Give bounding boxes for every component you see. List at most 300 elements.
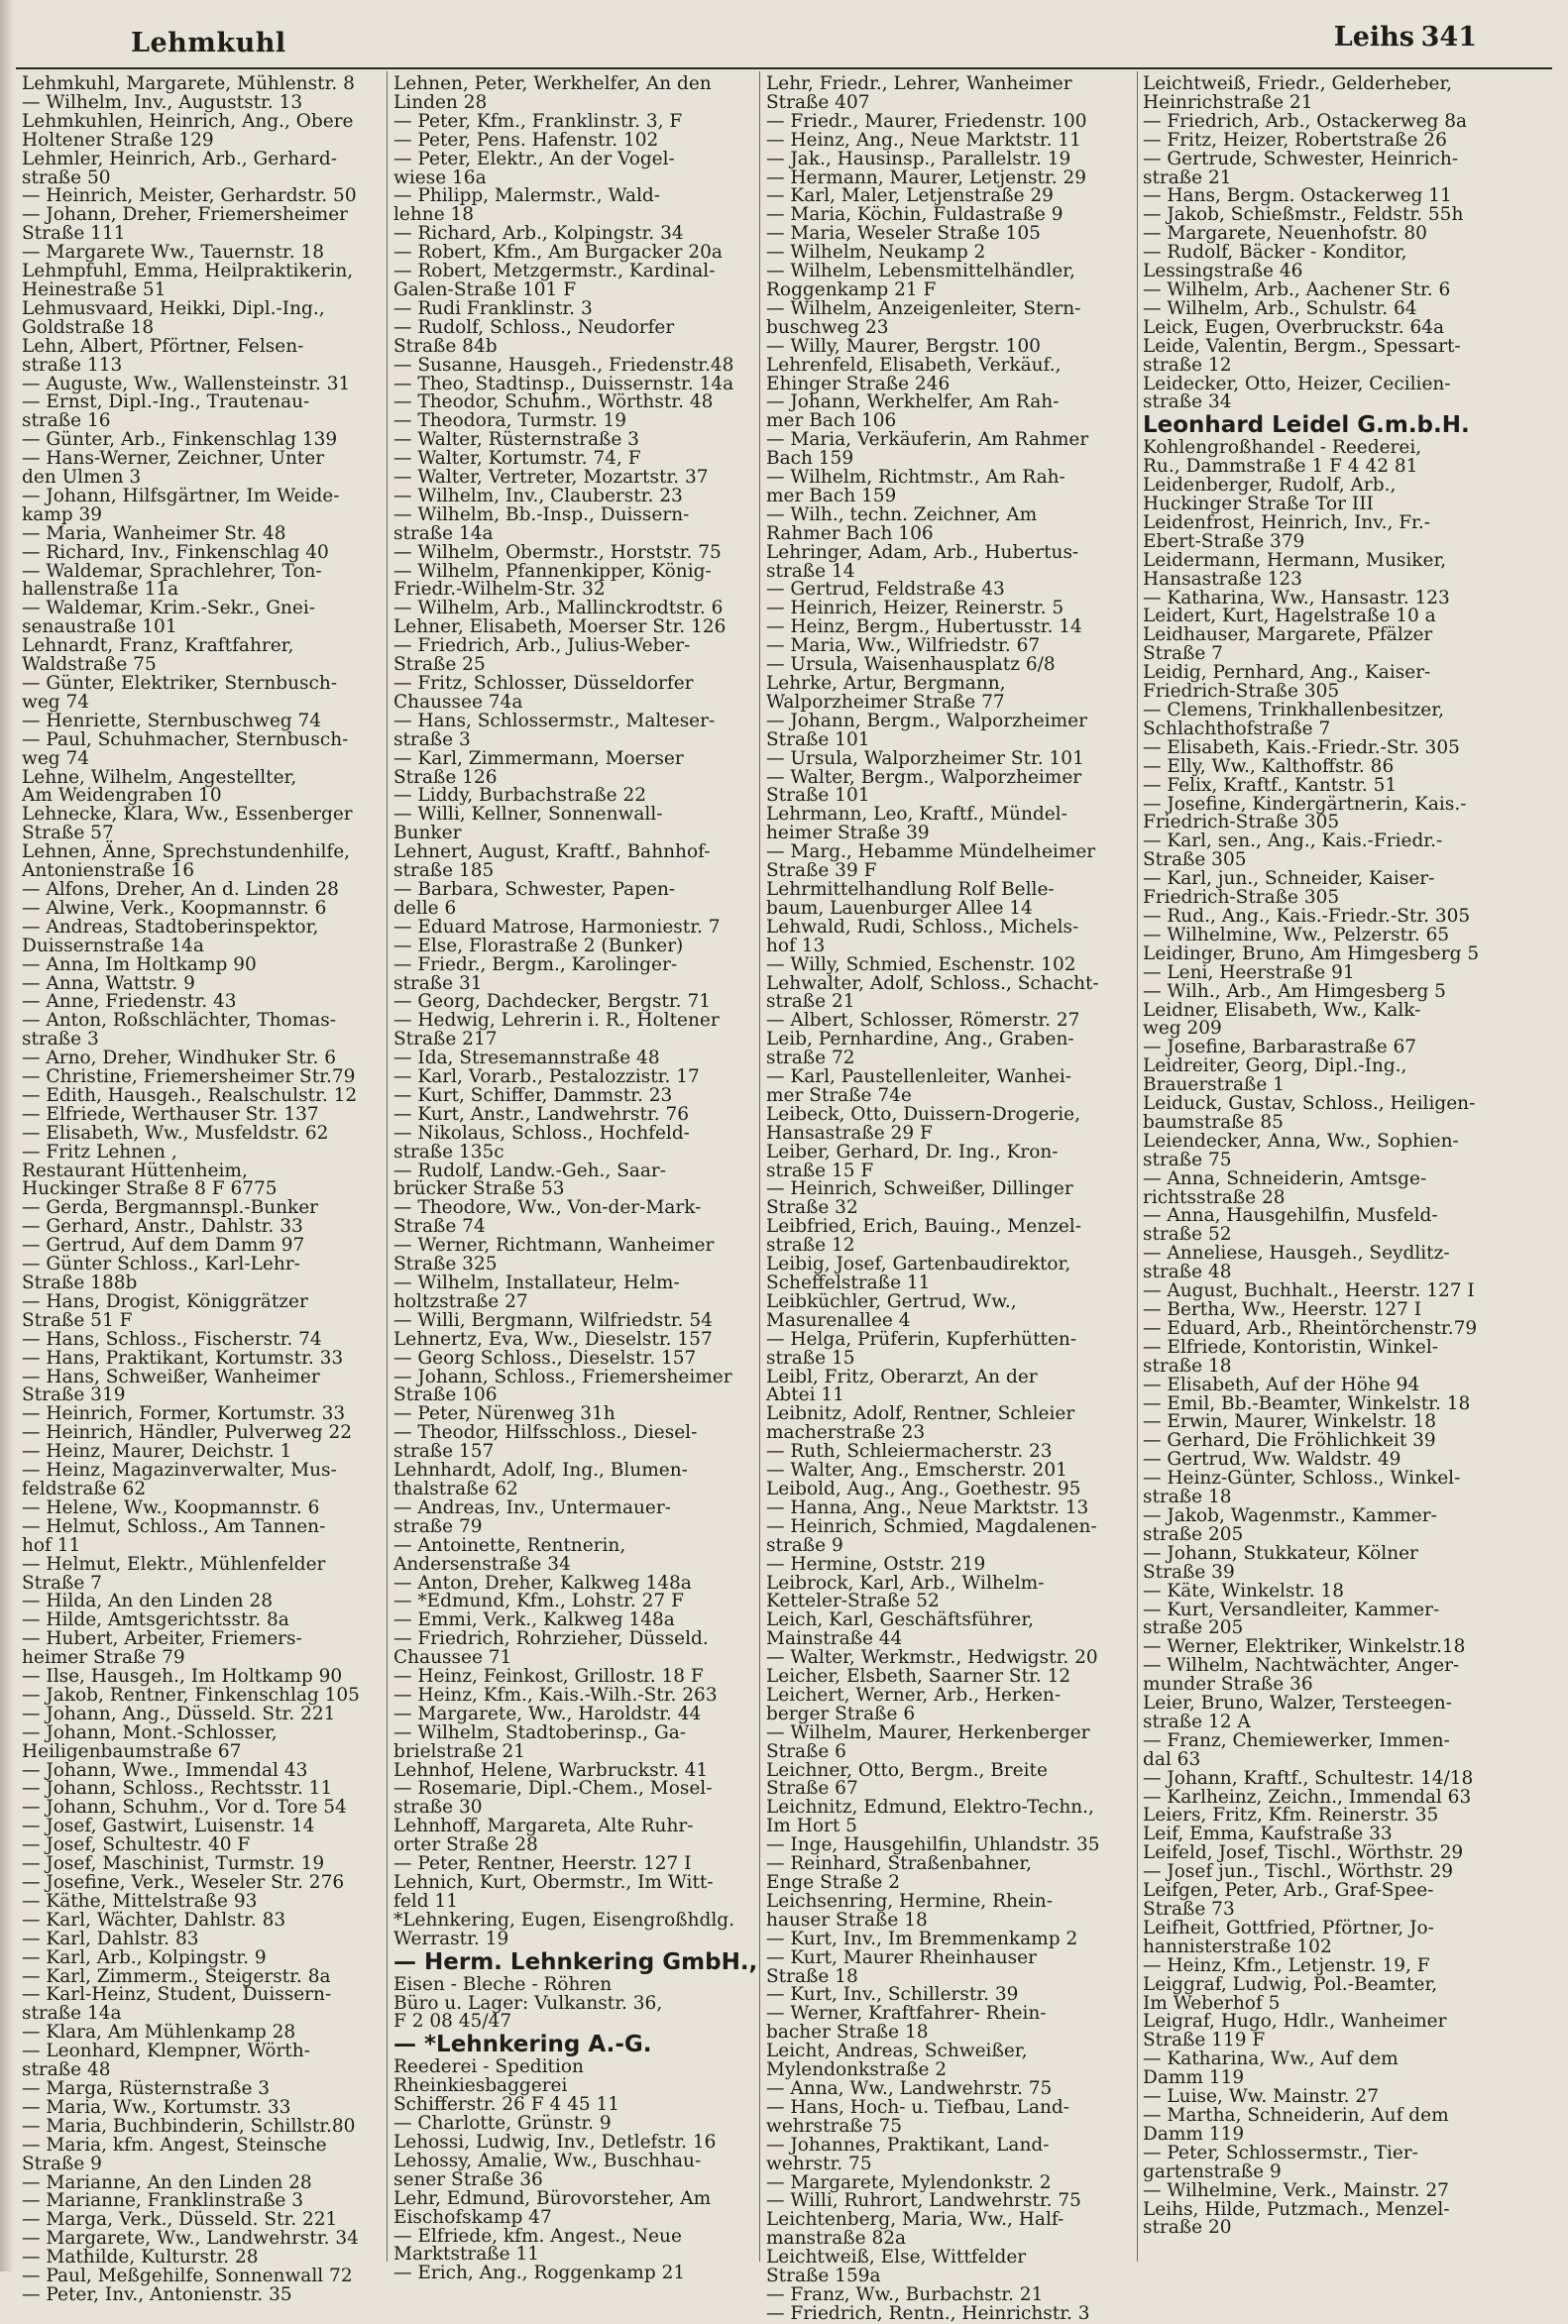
directory-entry-line: straße 48 [22, 2059, 111, 2081]
directory-entry-line: — Peter, Kfm., Franklinstr. 3, F [393, 110, 683, 132]
directory-entry-line: wehrstraße 75 [766, 2115, 903, 2137]
directory-entry-line: — Hans, Praktikant, Kortumstr. 33 [22, 1347, 344, 1369]
directory-entry-line: Damm 119 [1143, 2123, 1245, 2145]
directory-entry-line: — Jakob, Schießmstr., Feldstr. 55h [1143, 204, 1464, 226]
directory-entry-line: — Wilhelm, Maurer, Herkenberger [766, 1721, 1090, 1743]
directory-entry-line: straße 185 [393, 860, 495, 882]
directory-entry-line: Lehmkuhlen, Heinrich, Ang., Obere [22, 110, 354, 132]
directory-entry-line: Ketteler-Straße 52 [766, 1591, 940, 1612]
directory-entry-line: — Heinrich, Schweißer, Dillinger [766, 1178, 1073, 1200]
directory-entry-line: — Felix, Kraftf., Kantstr. 51 [1143, 774, 1398, 796]
directory-entry-line: Leib, Pernhardine, Ang., Graben- [766, 1029, 1074, 1051]
directory-entry-line: — Philipp, Malermstr., Wald- [393, 185, 660, 207]
directory-entry-line: — Franz, Chemiewerker, Immen- [1143, 1729, 1450, 1751]
directory-entry-line: Büro u. Lager: Vulkanstr. 36, [393, 1992, 663, 2014]
directory-entry-line: Heiligenbaumstraße 67 [22, 1740, 242, 1762]
directory-entry-line: Straße 9 [22, 2153, 102, 2174]
directory-entry-line: Leidermann, Hermann, Musiker, [1143, 549, 1447, 571]
directory-entry-line: — Willi, Kellner, Sonnenwall- [393, 804, 663, 826]
directory-entry-line: Straße 51 F [22, 1309, 133, 1331]
directory-entry-line: — Anneliese, Hausgeh., Seydlitz- [1143, 1243, 1450, 1265]
directory-entry-line: — Walter, Vertreter, Mozartstr. 37 [393, 467, 709, 489]
directory-entry-line: — Johann, Stukkateur, Kölner [1143, 1542, 1418, 1564]
directory-entry-line: — Else, Florastraße 2 (Bunker) [393, 935, 684, 956]
directory-entry-line: — Kurt, Inv., Im Bremmenkamp 2 [766, 1928, 1078, 1949]
directory-entry-line: — Elisabeth, Kais.-Friedr.-Str. 305 [1143, 736, 1460, 758]
directory-entry-line: — Waldemar, Krim.-Sekr., Gnei- [22, 598, 316, 619]
directory-entry-line: hauser Straße 18 [766, 1909, 928, 1931]
directory-entry-line: — Karl, Wächter, Dahlstr. 83 [22, 1909, 286, 1931]
directory-entry-line: — Emil, Bb.-Beamter, Winkelstr. 18 [1143, 1392, 1471, 1414]
directory-entry-line: Leier, Bruno, Walzer, Tersteegen- [1143, 1693, 1452, 1715]
directory-entry-line: Lehn, Albert, Pförtner, Felsen- [22, 335, 304, 357]
directory-entry-line: — Heinz, Kfm., Kais.-Wilh.-Str. 263 [393, 1684, 718, 1706]
directory-entry-line: Masurenallee 4 [766, 1309, 911, 1331]
directory-entry-line: — Theodore, Ww., Von-der-Mark- [393, 1197, 702, 1219]
directory-entry-line: mer Straße 74e [766, 1084, 912, 1106]
directory-entry-line: Ru., Dammstraße 1 F 4 42 81 [1143, 456, 1418, 478]
directory-entry-line: — Hermine, Oststr. 219 [766, 1553, 986, 1575]
directory-entry-line: — Elisabeth, Ww., Musfeldstr. 62 [22, 1122, 329, 1144]
directory-entry-line: Rahmer Bach 106 [766, 522, 934, 544]
directory-entry-line: — Heinrich, Händler, Pulverweg 22 [22, 1422, 353, 1444]
directory-entry-line: — Fritz, Heizer, Robertstraße 26 [1143, 129, 1447, 151]
directory-entry-line: — Heinrich, Meister, Gerhardstr. 50 [22, 185, 357, 207]
directory-entry-line: — Margarete, Ww., Landwehrstr. 34 [22, 2228, 359, 2250]
directory-entry-line: — Karlheinz, Zeichn., Immendal 63 [1143, 1786, 1472, 1808]
directory-entry-line: Kohlengroßhandel - Reederei, [1143, 437, 1422, 459]
directory-entry-line: — Theodor, Hilfsschloss., Diesel- [393, 1422, 698, 1444]
directory-entry-line: heimer Straße 39 [766, 823, 930, 844]
directory-entry-line: straße 18 [1143, 1487, 1232, 1508]
directory-entry-line: Leichtweiß, Else, Wittfelder [766, 2247, 1027, 2269]
directory-entry-line: — Walter, Kortumstr. 74, F [393, 448, 641, 470]
directory-entry-line: — Ernst, Dipl.-Ing., Trautenau- [22, 391, 310, 413]
directory-entry-line: — Eduard Matrose, Harmoniestr. 7 [393, 916, 721, 938]
directory-entry-line: — Barbara, Schwester, Papen- [393, 878, 676, 900]
directory-entry-line: Leibold, Aug., Ang., Goethestr. 95 [766, 1478, 1081, 1499]
directory-entry-line: — Kurt, Anstr., Landwehrstr. 76 [393, 1103, 690, 1125]
directory-entry-line: heimer Straße 79 [22, 1647, 185, 1669]
directory-entry-line: delle 6 [393, 897, 457, 919]
directory-entry-line: — Henriette, Sternbuschweg 74 [22, 710, 322, 731]
directory-entry-line: — Katharina, Ww., Hansastr. 123 [1143, 587, 1450, 609]
directory-entry-line: — Karl, Vorarb., Pestalozzistr. 17 [393, 1066, 700, 1088]
directory-entry-line: Abtei 11 [766, 1384, 844, 1406]
directory-entry-line: — Ida, Stresemannstraße 48 [393, 1048, 660, 1069]
directory-entry-line: Leichnitz, Edmund, Elektro-Techn., [766, 1797, 1094, 1819]
directory-entry-line: weg 209 [1143, 1018, 1222, 1040]
directory-entry-line: Lehne, Wilhelm, Angestellter, [22, 766, 297, 788]
directory-entry-line: Lessingstraße 46 [1143, 261, 1303, 282]
directory-entry-line: straße 113 [22, 354, 123, 376]
directory-entry-line: — Hans, Hoch- u. Tiefbau, Land- [766, 2096, 1069, 2118]
directory-entry-line: — Heinrich, Former, Kortumstr. 33 [22, 1403, 346, 1425]
directory-entry-line: — Richard, Arb., Kolpingstr. 34 [393, 223, 684, 245]
directory-entry-line: Straße 111 [22, 223, 126, 245]
directory-entry-line: Straße 7 [1143, 643, 1223, 665]
directory-entry-line: — Wilhelm, Arb., Schulstr. 64 [1143, 297, 1417, 319]
directory-entry-line: kamp 39 [22, 503, 103, 525]
directory-entry-line: F 2 08 45/47 [393, 2011, 512, 2033]
directory-entry-line: straße 31 [393, 972, 483, 994]
directory-entry-line: — Willy, Schmied, Eschenstr. 102 [766, 953, 1076, 975]
directory-entry-line: — *Lehnkering A.-G. [393, 2032, 652, 2058]
directory-entry-line: — Anton, Roßschlächter, Thomas- [22, 1010, 336, 1032]
directory-entry-line: — Christine, Friemersheimer Str.79 [22, 1066, 356, 1088]
directory-entry-line: — Ursula, Waisenhausplatz 6/8 [766, 654, 1056, 676]
directory-entry-line: munder Straße 36 [1143, 1674, 1313, 1696]
directory-entry-line: straße 52 [1143, 1224, 1232, 1246]
directory-entry-line: Friedrich-Straße 305 [1143, 812, 1340, 833]
directory-entry-line: — Emmi, Verk., Kalkweg 148a [393, 1609, 675, 1631]
directory-entry-line: — Hubert, Arbeiter, Friemers- [22, 1628, 302, 1650]
directory-entry-line: — Günter, Arb., Finkenschlag 139 [22, 429, 338, 451]
directory-entry-line: Roggenkamp 21 F [766, 278, 937, 300]
directory-entry-line: — Karl, sen., Ang., Kais.-Friedr.- [1143, 830, 1443, 852]
directory-entry-line: Leibküchler, Gertrud, Ww., [766, 1290, 1017, 1312]
directory-entry-line: mer Bach 106 [766, 410, 897, 432]
directory-column-4 [1143, 75, 1519, 2256]
directory-entry-line: — Georg Schloss., Dieselstr. 157 [393, 1347, 697, 1369]
directory-entry-line: Mylendonkstraße 2 [766, 2059, 948, 2081]
directory-entry-line: — Heinz, Magazinverwalter, Mus- [22, 1460, 337, 1482]
directory-entry-line: — Karl, Dahlstr. 83 [22, 1928, 199, 1949]
directory-entry-line: — Arno, Dreher, Windhuker Str. 6 [22, 1048, 336, 1069]
directory-entry-line: Leiers, Fritz, Kfm. Reinerstr. 35 [1143, 1805, 1439, 1826]
directory-entry-line: straße 50 [22, 166, 111, 188]
directory-entry-line: Antonienstraße 16 [22, 860, 195, 882]
directory-entry-line: — Johann, Schloss., Rechtsstr. 11 [22, 1778, 333, 1800]
directory-entry-line: — Maria, kfm. Angest, Steinsche [22, 2134, 327, 2156]
directory-entry-line: Straße 18 [766, 1965, 858, 1987]
directory-entry-line: — Helmut, Elektr., Mühlenfelder [22, 1553, 326, 1575]
directory-entry-line: — Richard, Inv., Finkenschlag 40 [22, 541, 329, 563]
directory-entry-line: — Peter, Rentner, Heerstr. 127 I [393, 1853, 692, 1875]
directory-entry-line: straße 34 [1143, 391, 1232, 413]
directory-entry-line: straße 15 F [766, 1160, 874, 1181]
directory-entry-line: Straße 39 F [766, 860, 877, 882]
directory-entry-line: Lehringer, Adam, Arb., Hubertus- [766, 541, 1079, 563]
page-number: 341 [1420, 22, 1477, 53]
directory-entry-line: Am Weidengraben 10 [22, 785, 222, 807]
directory-entry-line: Lehnen, Änne, Sprechstundenhilfe, [22, 841, 351, 863]
directory-entry-line: hallenstraße 11a [22, 579, 179, 601]
directory-entry-line: — Maria, Verkäuferin, Am Rahmer [766, 429, 1089, 451]
directory-entry-line: — Wilhelm, Inv., Auguststr. 13 [22, 91, 303, 113]
directory-entry-line: straße 12 A [1143, 1711, 1251, 1732]
directory-entry-line: — Johann, Wwe., Immendal 43 [22, 1759, 308, 1781]
directory-entry-line: Leidig, Pernhard, Ang., Kaiser- [1143, 662, 1431, 684]
directory-entry-line: Friedrich-Straße 305 [1143, 887, 1340, 909]
directory-entry-line: — Anna, Ww., Landwehrstr. 75 [766, 2077, 1053, 2099]
directory-entry-line: dal 63 [1143, 1748, 1201, 1770]
directory-entry-line: Leibig, Josef, Gartenbaudirektor, [766, 1254, 1071, 1275]
directory-entry-line: Lehwalter, Adolf, Schloss., Schacht- [766, 972, 1099, 994]
directory-entry-line: — Josefine, Kindergärtnerin, Kais.- [1143, 793, 1467, 815]
directory-entry-line: — Hedwig, Lehrerin i. R., Holtener [393, 1010, 720, 1032]
directory-entry-line: Straße 73 [1143, 1899, 1235, 1920]
directory-entry-line: — Wilhelm, Richtmstr., Am Rah- [766, 467, 1065, 489]
directory-entry-line: straße 14a [22, 2003, 122, 2025]
directory-entry-line: — Jakob, Rentner, Finkenschlag 105 [22, 1684, 360, 1706]
directory-entry-line: Lehmkuhl, Margarete, Mühlenstr. 8 [22, 73, 355, 94]
directory-entry-line: — Wilhelm, Arb., Mallinckrodtstr. 6 [393, 598, 724, 619]
directory-entry-line: straße 3 [393, 728, 471, 750]
directory-entry-line: — Marga, Rüsternstraße 3 [22, 2077, 271, 2099]
directory-entry-line: Leichtenberg, Maria, Ww., Half- [766, 2209, 1064, 2231]
directory-entry-line: — Rudolf, Bäcker - Konditor, [1143, 242, 1407, 264]
directory-entry-line: straße 205 [1143, 1523, 1244, 1545]
directory-entry-line: — Georg, Dachdecker, Bergstr. 71 [393, 991, 711, 1013]
directory-entry-line: — Antoinette, Rentnerin, [393, 1534, 626, 1556]
directory-entry-line: gartenstraße 9 [1143, 2160, 1282, 2182]
directory-entry-line: Straße 106 [393, 1384, 498, 1406]
directory-entry-line: Straße 101 [766, 785, 870, 807]
directory-entry-line: — Erwin, Maurer, Winkelstr. 18 [1143, 1411, 1437, 1433]
directory-entry-line: — Peter, Elektr., An der Vogel- [393, 148, 675, 169]
directory-entry-line: — Gertrude, Schwester, Heinrich- [1143, 148, 1459, 169]
directory-entry-line: straße 157 [393, 1441, 495, 1463]
directory-entry-line: hannisterstraße 102 [1143, 1936, 1332, 1957]
directory-entry-line: Lehrenfeld, Elisabeth, Verkäuf., [766, 354, 1062, 376]
directory-entry-line: — Nikolaus, Schloss., Hochfeld- [393, 1122, 690, 1144]
directory-entry-line: Straße 25 [393, 654, 486, 676]
directory-entry-line: straße 12 [1143, 354, 1232, 376]
directory-entry-line: — Johann, Mont.-Schlosser, [22, 1721, 278, 1743]
directory-entry-line: Lehnecke, Klara, Ww., Essenberger [22, 804, 353, 826]
directory-entry-line: — Marianne, An den Linden 28 [22, 2171, 312, 2193]
directory-entry-line: — Peter, Inv., Antonienstr. 35 [22, 2283, 292, 2305]
directory-entry-line: — Erich, Ang., Roggenkamp 21 [393, 2263, 686, 2284]
directory-entry-line: holtzstraße 27 [393, 1290, 528, 1312]
directory-entry-line: — Walter, Rüsternstraße 3 [393, 429, 639, 451]
directory-entry-line: — Walter, Ang., Emscherstr. 201 [766, 1460, 1067, 1482]
directory-entry-line: Straße 32 [766, 1197, 858, 1219]
directory-entry-line: — Peter, Nürenweg 31h [393, 1403, 616, 1425]
directory-entry-line: Leiendecker, Anna, Ww., Sophien- [1143, 1130, 1459, 1152]
directory-entry-line: Lehnen, Peter, Werkhelfer, An den [393, 73, 712, 94]
directory-entry-line: straße 79 [393, 1515, 483, 1537]
directory-entry-line: — Mathilde, Kulturstr. 28 [22, 2247, 259, 2269]
directory-entry-line: Straße 305 [1143, 849, 1247, 871]
directory-entry-line: — Rudi Franklinstr. 3 [393, 297, 593, 319]
directory-entry-line: — Johann, Schuhm., Vor d. Tore 54 [22, 1797, 347, 1819]
directory-entry-line: — Ruth, Schleiermacherstr. 23 [766, 1441, 1053, 1463]
directory-entry-line: Hansastraße 123 [1143, 568, 1302, 590]
directory-entry-line: — Josefine, Verk., Weseler Str. 276 [22, 1872, 345, 1893]
directory-entry-line: — Käthe, Mittelstraße 93 [22, 1890, 258, 1912]
directory-entry-line: Lehnardt, Franz, Kraftfahrer, [22, 635, 294, 657]
directory-entry-line: — Johann, Schloss., Friemersheimer [393, 1366, 732, 1387]
directory-entry-line: hof 13 [766, 935, 826, 956]
directory-entry-line: Leonhard Leidel G.m.b.H. [1143, 412, 1470, 439]
directory-entry-line: — Martha, Schneiderin, Auf dem [1143, 2104, 1449, 2126]
directory-entry-line: Straße 217 [393, 1029, 498, 1051]
directory-entry-line: Leibnitz, Adolf, Rentner, Schleier [766, 1403, 1075, 1425]
directory-entry-line: Lehmpfuhl, Emma, Heilpraktikerin, [22, 261, 354, 282]
directory-entry-line: baumstraße 85 [1143, 1111, 1284, 1133]
directory-entry-line: Leidecker, Otto, Heizer, Cecilien- [1143, 373, 1451, 394]
directory-entry-line: — Liddy, Burbachstraße 22 [393, 785, 647, 807]
directory-entry-line: Friedrich-Straße 305 [1143, 681, 1340, 703]
directory-entry-line: — Elfriede, Kontoristin, Winkel- [1143, 1336, 1438, 1358]
directory-entry-line: Leidner, Elisabeth, Ww., Kalk- [1143, 999, 1421, 1021]
directory-entry-line: — Paul, Meßgehilfe, Sonnenwall 72 [22, 2266, 353, 2287]
directory-entry-line: — Heinz, Bergm., Hubertusstr. 14 [766, 616, 1082, 638]
directory-entry-line: wehrstr. 75 [766, 2153, 872, 2174]
directory-entry-line: straße 21 [1143, 166, 1232, 188]
directory-entry-line: — Friedrich, Rohrzieher, Düsseld. [393, 1628, 709, 1650]
directory-entry-line: Leibeck, Otto, Duissern-Drogerie, [766, 1103, 1081, 1125]
directory-entry-line: straße 75 [1143, 1149, 1232, 1170]
directory-entry-line: Leifheit, Gottfried, Pförtner, Jo- [1143, 1917, 1434, 1938]
directory-entry-line: — Wilhelm, Pfannenkipper, König- [393, 560, 712, 582]
directory-entry-line: Hansastraße 29 F [766, 1122, 933, 1144]
directory-entry-line: — Wilhelmine, Verk., Mainstr. 27 [1143, 2179, 1449, 2201]
page-header [0, 0, 1568, 79]
directory-entry-line: — Fritz, Schlosser, Düsseldorfer [393, 673, 694, 694]
directory-entry-line: — Eduard, Arb., Rheintörchenstr.79 [1143, 1317, 1478, 1339]
directory-entry-line: mer Bach 159 [766, 485, 897, 506]
directory-entry-line: — Heinz, Kfm., Letjenstr. 19, F [1143, 1954, 1430, 1976]
directory-entry-line: — Auguste, Ww., Wallensteinstr. 31 [22, 373, 351, 394]
directory-entry-line: Brauerstraße 1 [1143, 1074, 1285, 1096]
directory-entry-line: den Ulmen 3 [22, 467, 142, 489]
directory-entry-line: — Reinhard, Straßenbahner, [766, 1853, 1033, 1875]
directory-entry-line: — Kurt, Schiffer, Dammstr. 23 [393, 1084, 673, 1106]
directory-entry-line: feldstraße 62 [22, 1478, 147, 1499]
directory-entry-line: — Heinrich, Schmied, Magdalenen- [766, 1515, 1097, 1537]
directory-entry-line: Leibfried, Erich, Bauing., Menzel- [766, 1216, 1081, 1238]
directory-entry-line: Lehrmann, Leo, Kraftf., Mündel- [766, 804, 1067, 826]
directory-entry-line: Straße 7 [22, 1572, 102, 1594]
directory-entry-line: — Josefine, Barbarastraße 67 [1143, 1037, 1417, 1058]
directory-entry-line: — Walter, Werkmstr., Hedwigstr. 20 [766, 1647, 1098, 1669]
directory-entry-line: — Elfriede, kfm. Angest., Neue [393, 2225, 682, 2247]
directory-entry-line: — Wilhelm, Bb.-Insp., Duissern- [393, 503, 690, 525]
directory-entry-line: — Hans-Werner, Zeichner, Unter [22, 448, 325, 470]
directory-entry-line: — Leonhard, Klempner, Wörth- [22, 2041, 310, 2062]
directory-entry-line: — Marga, Verk., Düsseld. Str. 221 [22, 2209, 338, 2231]
directory-entry-line: — Wilhelm, Neukamp 2 [766, 242, 986, 264]
directory-column-3 [766, 73, 1143, 2324]
directory-entry-line: weg 74 [22, 691, 90, 713]
directory-entry-line: Leidert, Kurt, Hagelstraße 10 a [1143, 606, 1436, 627]
directory-entry-line: — Rudolf, Landw.-Geh., Saar- [393, 1160, 667, 1181]
directory-entry-line: — Maria, Wanheimer Str. 48 [22, 522, 286, 544]
directory-entry-line: — Jak., Hausinsp., Parallelstr. 19 [766, 148, 1071, 169]
directory-entry-line: — Robert, Metzgermstr., Kardinal- [393, 261, 716, 282]
directory-entry-line: — Gertrud, Feldstraße 43 [766, 579, 1005, 601]
directory-entry-line: — Clemens, Trinkhallenbesitzer, [1143, 700, 1444, 720]
directory-entry-line: Friedr.-Wilhelm-Str. 32 [393, 579, 606, 601]
directory-entry-line: Leichtweiß, Friedr., Gelderheber, [1143, 73, 1453, 94]
directory-entry-line: — Gerda, Bergmannspl.-Bunker [22, 1197, 319, 1219]
directory-entry-line: Mainstraße 44 [766, 1628, 903, 1650]
directory-entry-line: Lehnhoff, Margareta, Alte Ruhr- [393, 1816, 694, 1837]
directory-column-2 [393, 73, 770, 2284]
directory-entry-line: wiese 16a [393, 166, 487, 188]
directory-entry-line: — Alfons, Dreher, An d. Linden 28 [22, 878, 339, 900]
directory-entry-line: — Willy, Maurer, Bergstr. 100 [766, 335, 1041, 357]
directory-entry-line: Leihs, Hilde, Putzmach., Menzel- [1143, 2198, 1450, 2220]
directory-entry-line: senaustraße 101 [22, 616, 177, 638]
directory-entry-line: Bach 159 [766, 448, 854, 470]
directory-entry-line: Straße 74 [393, 1216, 486, 1238]
directory-entry-line: — Günter, Elektriker, Sternbusch- [22, 673, 338, 694]
directory-entry-line: — Anna, Im Holtkamp 90 [22, 953, 257, 975]
directory-entry-line: — Susanne, Hausgeh., Friedenstr.48 [393, 354, 734, 376]
directory-entry-line: — Katharina, Ww., Auf dem [1143, 2048, 1399, 2070]
directory-entry-line: — Käte, Winkelstr. 18 [1143, 1580, 1345, 1602]
directory-entry-line: straße 15 [766, 1347, 855, 1369]
directory-entry-line: — Wilhelm, Nachtwächter, Anger- [1143, 1655, 1460, 1677]
directory-entry-line: — Jakob, Wagenmstr., Kammer- [1143, 1504, 1437, 1526]
directory-entry-line: Chaussee 71 [393, 1647, 512, 1669]
directory-entry-line: Straße 39 [1143, 1561, 1235, 1583]
directory-entry-line: Leifeld, Josef, Tischl., Wörthstr. 29 [1143, 1842, 1464, 1864]
directory-entry-line: straße 21 [766, 991, 855, 1013]
directory-entry-line: lehne 18 [393, 204, 475, 226]
directory-entry-line: — Karl, Maler, Letjenstraße 29 [766, 185, 1054, 207]
directory-entry-line: Lehossy, Amalie, Ww., Buschhau- [393, 2150, 702, 2171]
directory-entry-line: Leibrock, Karl, Arb., Wilhelm- [766, 1572, 1045, 1594]
directory-entry-line: Lehossi, Ludwig, Inv., Detlefstr. 16 [393, 2131, 717, 2153]
directory-entry-line: — Marg., Hebamme Mündelheimer [766, 841, 1096, 863]
directory-entry-line: orter Straße 28 [393, 1834, 538, 1856]
directory-entry-line: — Wilh., techn. Zeichner, Am [766, 503, 1038, 525]
directory-entry-line: — Maria, Buchbinderin, Schillstr.80 [22, 2115, 356, 2137]
directory-entry-line: — Andreas, Inv., Untermauer- [393, 1496, 671, 1518]
directory-entry-line: Rheinkiesbaggerei [393, 2075, 568, 2097]
directory-entry-line: Leichner, Otto, Bergm., Breite [766, 1759, 1048, 1781]
directory-entry-line: Restaurant Hüttenheim, [22, 1160, 248, 1181]
directory-entry-line: straße 205 [1143, 1617, 1244, 1639]
directory-entry-line: — Hanna, Ang., Neue Marktstr. 13 [766, 1496, 1089, 1518]
directory-entry-line: Leiduck, Gustav, Schloss., Heiligen- [1143, 1093, 1476, 1115]
directory-entry-line: Leif, Emma, Kaufstraße 33 [1143, 1824, 1393, 1845]
directory-entry-line: Lehnhardt, Adolf, Ing., Blumen- [393, 1460, 688, 1482]
directory-entry-line: Waldstraße 75 [22, 654, 157, 676]
directory-entry-line: Ehinger Straße 246 [766, 373, 951, 394]
directory-entry-line: Goldstraße 18 [22, 316, 155, 338]
directory-entry-line: — Hans, Bergm. Ostackerweg 11 [1143, 185, 1452, 207]
page-edge-shadow [0, 0, 14, 2271]
directory-entry-line: Ebert-Straße 379 [1143, 530, 1305, 552]
directory-entry-line: Duissernstraße 14a [22, 935, 204, 956]
directory-entry-line: — Wilhelm, Installateur, Helm- [393, 1273, 680, 1293]
directory-entry-line: thalstraße 62 [393, 1478, 518, 1499]
directory-entry-line: Lehmler, Heinrich, Arb., Gerhard- [22, 148, 337, 169]
directory-entry-line: — Albert, Schlosser, Römerstr. 27 [766, 1010, 1080, 1032]
directory-entry-line: — Karl, Zimmerm., Steigerstr. 8a [22, 1965, 331, 1987]
directory-entry-line: — Josef, Gastwirt, Luisenstr. 14 [22, 1816, 315, 1837]
directory-entry-line: Leicher, Elsbeth, Saarner Str. 12 [766, 1666, 1071, 1688]
directory-entry-line: — Hans, Schloss., Fischerstr. 74 [22, 1328, 322, 1350]
directory-entry-line: — Inge, Hausgehilfin, Uhlandstr. 35 [766, 1834, 1100, 1856]
directory-entry-line: — Karl, Paustellenleiter, Wanhei- [766, 1066, 1072, 1088]
directory-entry-line: Lehnich, Kurt, Obermstr., Im Witt- [393, 1872, 714, 1893]
directory-entry-line: — Friedrich, Arb., Ostackerweg 8a [1143, 110, 1468, 132]
directory-entry-line: berger Straße 6 [766, 1703, 916, 1724]
directory-entry-line: Marktstraße 11 [393, 2244, 539, 2266]
directory-entry-line: Leidenfrost, Heinrich, Inv., Fr.- [1143, 511, 1430, 533]
directory-entry-line: — Hans, Schlossermstr., Malteser- [393, 710, 716, 731]
directory-entry-line: — Helmut, Schloss., Am Tannen- [22, 1515, 326, 1537]
directory-entry-line: Straße 188b [22, 1273, 138, 1293]
directory-entry-line: — Margarete, Ww., Haroldstr. 44 [393, 1703, 702, 1724]
